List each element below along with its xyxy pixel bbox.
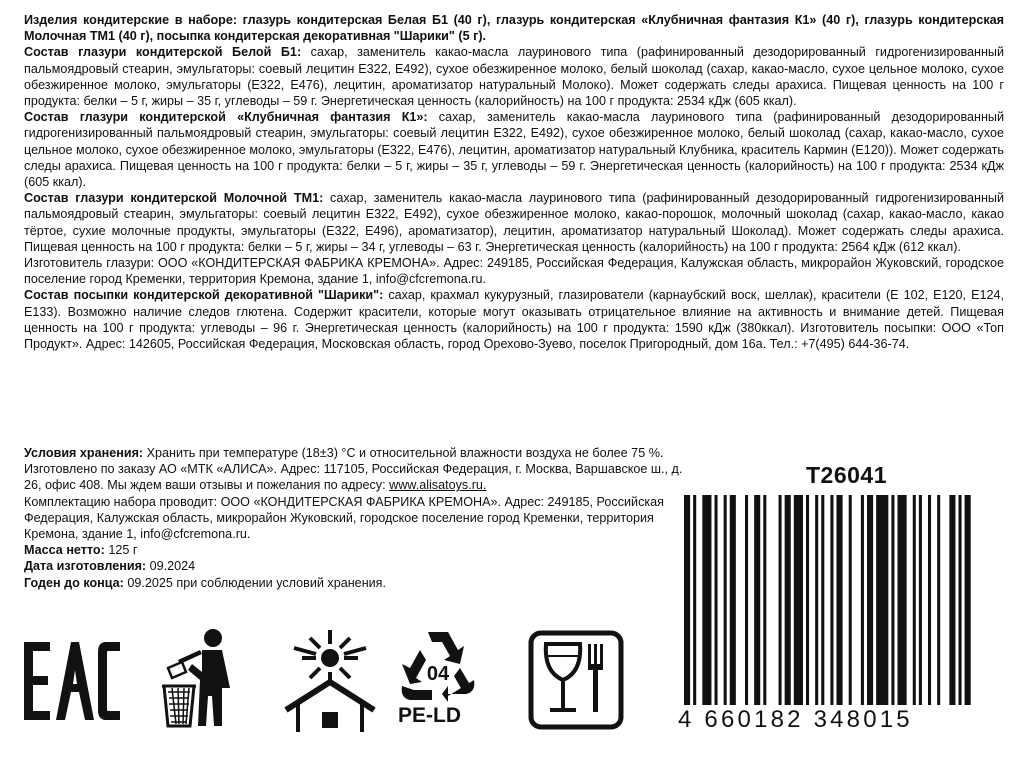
milk-glaze-text: сахар, заменитель какао-масла лауринового типа (рафинированный дезодорированный гидрогенизированный пальмоядровый стеарин, эмульгаторы: соевый лецитин Е322, Е492), сухое обезжиренное молоко, какао-порошок, молочный шоколад (сахар, какао-масло, какао тёртое, сухие молочные продукты, эмульгаторы (Е322, Е496), ароматизатор), лецитин, ароматизатор натуральный Шоколад). Может содержать следы арахиса. Пищевая ценность на 100 г продукта: белки – 5 г, жиры – 34 г, углеводы – 63 г. Энергетическая ценность (калорийность) на 100 г продукта: 2564 кДж (612 ккал). bbox=[24, 191, 1004, 254]
barcode-bar bbox=[891, 495, 894, 705]
barcode-bar bbox=[779, 495, 782, 705]
assembly-paragraph bbox=[24, 494, 696, 543]
barcode-bar bbox=[763, 495, 766, 705]
barcode-bar bbox=[702, 495, 711, 705]
manufacturer-paragraph bbox=[24, 461, 696, 493]
barcode-bar bbox=[730, 495, 736, 705]
production-date-row bbox=[24, 558, 696, 574]
dispose-trash-icon bbox=[158, 628, 238, 730]
barcode-bar bbox=[693, 495, 696, 705]
storage-text: Хранить при температуре (18±3) °С и относительной влажности воздуха не более 75 %. bbox=[143, 446, 664, 460]
barcode-bar bbox=[928, 495, 931, 705]
production-date-value: 09.2024 bbox=[146, 559, 196, 574]
best-before-row bbox=[24, 575, 696, 591]
barcode-bar bbox=[754, 495, 760, 705]
barcode-icon bbox=[684, 495, 974, 705]
strawberry-glaze-paragraph bbox=[24, 109, 1004, 190]
barcode-bar bbox=[715, 495, 718, 705]
sprinkles-title: Состав посыпки кондитерской декоративной "Шарики": bbox=[24, 288, 384, 303]
assembly-text: Комплектацию набора проводит: ООО «КОНДИТЕРСКАЯ ФАБРИКА КРЕМОНА». Адрес: 249185, Российская Федерация, Калужская область, микрорайон Жуковский, городское поселение город Кременки, территория Кремона, здание 1, info@cfcremona.ru. bbox=[24, 494, 664, 542]
milk-glaze-paragraph bbox=[24, 190, 1004, 255]
storage-title: Условия хранения: bbox=[24, 446, 144, 460]
barcode-bar bbox=[876, 495, 888, 705]
barcode-bar bbox=[745, 495, 748, 705]
sprinkles-text: сахар, крахмал кукурузный, глазирователи (карнаубский воск, шеллак), красители (Е 102, Е120, Е124, Е133). Возможно наличие следов глютена. Содержит красители, которые могут оказывать отрицательное влияние на активность и внимание детей. Пищевая ценность на 100 г продукта: углеводы – 96 г. Энергетическая ценность (калорийность) на 100 г продукта: 1590 кДж (380ккал). Изготовитель посыпки: ООО «Топ Продукт». Адрес: 142605, Российская Федерация, Московская область, город Орехово-Зуево, поселок Пригородный, дом 16а. Тел.: +7(495) 644-36-74. bbox=[24, 288, 1004, 352]
article-code: T26041 bbox=[806, 462, 888, 488]
barcode-bar bbox=[815, 495, 818, 705]
barcode-bar bbox=[861, 495, 864, 705]
recycle-code: 04 bbox=[426, 663, 450, 685]
best-before-label: Годен до конца: bbox=[24, 575, 124, 590]
glaze-maker-text: Изготовитель глазури: ООО «КОНДИТЕРСКАЯ ФАБРИКА КРЕМОНА». Адрес: 249185, Российская Федерация, Калужская область, микрорайон Жуковский, городское поселение город Кременки, территория Кремона, здание 1, info@cfcremona.ru. bbox=[24, 256, 1004, 287]
keep-from-sunlight-icon bbox=[280, 628, 380, 734]
storage-paragraph bbox=[24, 445, 696, 461]
strawberry-glaze-text: сахар, заменитель какао-масла лауринового типа (рафинированный дезодорированный гидрогенизированный пальмоядровый стеарин, эмульгаторы: соевый лецитин Е322, Е492), сухое обезжиренное молоко, белый шоколад (сахар, какао-масло, сухое цельное молоко, сухое обезжиренное молоко, эмульгаторы (Е322, Е476), лецитин, ароматизатор натуральный Клубника, краситель Кармин (Е120)). Может содержать следы арахиса. Пищевая ценность на 100 г продукта: белки – 5 г, жиры – 35 г, углеводы – 59 г. Энергетическая ценность (калорийность) на 100 г продукта: 2534 кДж (605 ккал). bbox=[24, 110, 1004, 190]
best-before-value: 09.2025 при соблюдении условий хранения. bbox=[123, 575, 386, 590]
composition-block bbox=[24, 12, 1004, 352]
barcode-bar bbox=[830, 495, 833, 705]
sprinkles-paragraph bbox=[24, 287, 1004, 352]
manufacturer-text: Изготовлено по заказу АО «МТК «АЛИСА». Адрес: 117105, Российская Федерация, г. Москва, Варшавское ш., д. 26, офис 408. Мы ждем ваши отзывы и пожелания по адресу: bbox=[24, 462, 683, 493]
barcode-bar bbox=[919, 495, 922, 705]
barcode-number: 4 660182 348015 bbox=[678, 706, 913, 733]
barcode-bar bbox=[794, 495, 803, 705]
net-weight-label: Масса нетто: bbox=[24, 543, 105, 558]
barcode-bar bbox=[837, 495, 843, 705]
white-glaze-paragraph bbox=[24, 44, 1004, 109]
barcode-bar bbox=[684, 495, 690, 705]
intro-text: Изделия кондитерские в наборе: глазурь кондитерская Белая Б1 (40 г), глазурь кондитерская «Клубничная фантазия К1» (40 г), глазурь кондитерская Молочная ТМ1 (40 г), посыпка кондитерская декоративная "Шарики" (5 г). bbox=[24, 13, 1004, 44]
info-block bbox=[24, 445, 696, 591]
barcode-bar bbox=[821, 495, 824, 705]
barcode-bar bbox=[913, 495, 916, 705]
net-weight-row bbox=[24, 542, 696, 558]
milk-glaze-title: Состав глазури кондитерской Молочной ТМ1: bbox=[24, 191, 324, 206]
strawberry-glaze-title: Состав глазури кондитерской «Клубничная фантазия К1»: bbox=[24, 110, 428, 125]
production-date-label: Дата изготовления: bbox=[24, 559, 147, 574]
barcode-bar bbox=[849, 495, 852, 705]
barcode-bar bbox=[965, 495, 971, 705]
barcode-bar bbox=[949, 495, 955, 705]
eac-icon bbox=[22, 640, 122, 722]
white-glaze-text: сахар, заменитель какао-масла лауринового типа (рафинированный дезодорированный гидрогенизированный пальмоядровый стеарин, эмульгаторы: соевый лецитин Е322, Е492), сухое обезжиренное молоко, белый шоколад (сахар, какао-масло, сухое цельное молоко, сухое обезжиренное молоко, эмульгаторы (Е322, Е476), лецитин, ароматизатор натуральный Молоко). Может содержать следы арахиса. Пищевая ценность на 100 г продукта: белки – 5 г, жиры – 35 г, углеводы – 59 г. Энергетическая ценность (калорийность) на 100 г продукта: 2534 кДж (605 ккал). bbox=[24, 45, 1005, 109]
barcode-bar bbox=[959, 495, 962, 705]
glaze-maker-paragraph bbox=[24, 255, 1004, 287]
barcode-bar bbox=[724, 495, 727, 705]
barcode-bar bbox=[867, 495, 873, 705]
food-contact-icon bbox=[528, 630, 624, 730]
recycle-material-label: PE-LD bbox=[398, 704, 461, 727]
barcode-bar bbox=[806, 495, 809, 705]
recycle-04-icon bbox=[398, 628, 478, 704]
barcode-bar bbox=[937, 495, 940, 705]
intro-paragraph bbox=[24, 12, 1004, 44]
barcode-bar bbox=[898, 495, 907, 705]
net-weight-value: 125 г bbox=[104, 543, 138, 558]
barcode-bar bbox=[785, 495, 791, 705]
white-glaze-title: Состав глазури кондитерской Белой Б1: bbox=[24, 45, 302, 60]
website-link[interactable]: www.alisatoys.ru. bbox=[389, 478, 487, 493]
